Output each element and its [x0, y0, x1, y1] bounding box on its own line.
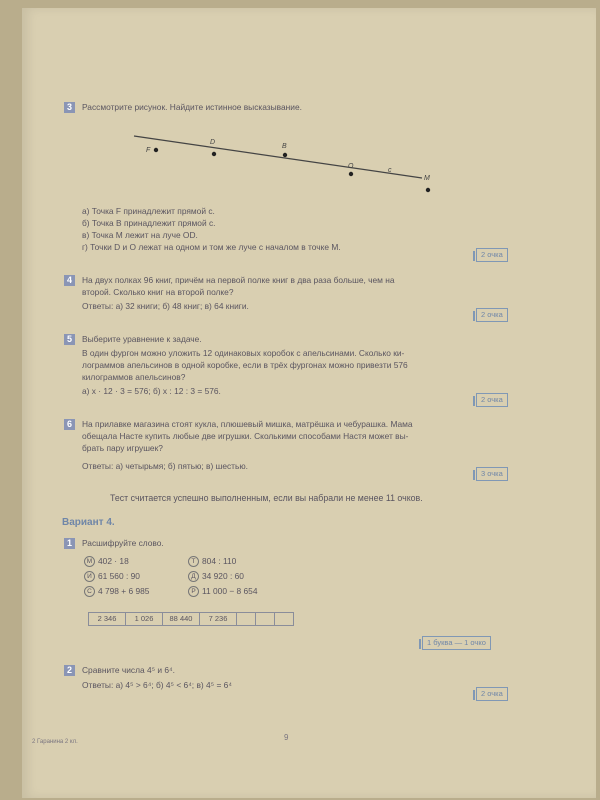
point-F	[154, 148, 158, 152]
task3-option-c: в) Точка M лежит на луче OD.	[82, 230, 198, 240]
task5-line3: килограммов апельсинов?	[82, 372, 186, 382]
task6-number: 6	[64, 419, 75, 430]
task5-line0: Выберите уравнение к задаче.	[82, 334, 202, 344]
task5-score: 2 очка	[476, 393, 508, 407]
task5-number: 5	[64, 334, 75, 345]
task6-line3: брать пару игрушек?	[82, 443, 163, 453]
task6-line2: обещала Насте купить любые две игрушки. Сколькими способами Настя может вы-	[82, 431, 409, 441]
task3-option-b: б) Точка B принадлежит прямой c.	[82, 218, 216, 228]
answer-cell-1: 2 346	[88, 612, 126, 626]
task3-score: 2 очка	[476, 248, 508, 262]
answer-cell-2: 1 026	[125, 612, 163, 626]
task5-line2: лограммов апельсинов в одной коробке, если в трёх фургонах можно привезти 576	[82, 360, 408, 370]
line-c	[134, 136, 422, 178]
task1-score: 1 буква — 1 очко	[422, 636, 491, 650]
task2-answers: Ответы: а) 4⁵ > 6⁴; б) 4⁵ < 6⁴; в) 4⁵ = 6⁴	[82, 680, 232, 690]
task5-line1: В один фургон можно уложить 12 одинаковых коробок с апельсинами. Сколько ки-	[82, 348, 405, 358]
expr-S: 4 798 + 6 985	[98, 586, 150, 596]
expr-I: 61 560 : 90	[98, 571, 140, 581]
answer-cell-4: 7 236	[199, 612, 237, 626]
expr-T: 804 : 110	[202, 556, 237, 566]
task4-score: 2 очка	[476, 308, 508, 322]
task1-item-D	[188, 570, 244, 582]
expr-D: 34 920 : 60	[202, 571, 244, 581]
answer-cell-6	[255, 612, 275, 626]
task3-option-d: г) Точки D и O лежат на одном и том же луче с началом в точке M.	[82, 242, 341, 252]
point-D	[212, 152, 216, 156]
task4-line2: второй. Сколько книг на второй полке?	[82, 287, 234, 297]
expr-M: 402 · 18	[98, 556, 129, 566]
letter-I: И	[84, 571, 95, 582]
label-O: O	[348, 163, 354, 170]
letter-M: М	[84, 556, 95, 567]
task6-line1: На прилавке магазина стоят кукла, плюшевый мишка, матрёшка и чебурашка. Мама	[82, 419, 413, 429]
task3-question: Рассмотрите рисунок. Найдите истинное высказывание.	[82, 102, 302, 112]
task4-answers: Ответы: а) 32 книги; б) 48 книг; в) 64 книги.	[82, 301, 249, 311]
task6-score: 3 очка	[476, 467, 508, 481]
label-c: c	[388, 167, 392, 174]
pass-note: Тест считается успешно выполненным, если вы набрали не менее 11 очков.	[110, 493, 423, 503]
point-O	[349, 172, 353, 176]
label-B: B	[282, 143, 287, 150]
label-F: F	[146, 147, 151, 154]
expr-R: 11 000 − 8 654	[202, 586, 258, 596]
task3-number: 3	[64, 102, 75, 113]
letter-R: Р	[188, 586, 199, 597]
task3-option-a: а) Точка F принадлежит прямой c.	[82, 206, 215, 216]
task1-question: Расшифруйте слово.	[82, 538, 164, 548]
task1-item-I	[84, 570, 140, 582]
task6-answers: Ответы: а) четырьмя; б) пятью; в) шестью.	[82, 461, 248, 471]
answer-cell-3: 88 440	[162, 612, 200, 626]
task3-figure	[122, 128, 462, 198]
point-M	[426, 188, 430, 192]
task1-item-T	[188, 555, 236, 567]
worksheet-page	[22, 8, 596, 798]
answer-cell-7	[274, 612, 294, 626]
letter-T: Т	[188, 556, 199, 567]
task2-question: Сравните числа 4⁵ и 6⁴.	[82, 665, 175, 675]
letter-S: С	[84, 586, 95, 597]
task1-item-S	[84, 585, 149, 597]
label-D: D	[210, 139, 216, 146]
footer-left: 2 Гаранина 2 кл.	[32, 739, 78, 745]
task5-answers: а) x · 12 · 3 = 576; б) x : 12 : 3 = 576.	[82, 386, 221, 396]
task1-item-R	[188, 585, 258, 597]
answer-cell-5	[236, 612, 256, 626]
label-M: M	[424, 175, 430, 182]
task2-number: 2	[64, 665, 75, 676]
variant-heading: Вариант 4.	[62, 517, 115, 528]
task4-line1: На двух полках 96 книг, причём на первой полке книг в два раза больше, чем на	[82, 275, 395, 285]
letter-D: Д	[188, 571, 199, 582]
page-number: 9	[284, 733, 289, 742]
task4-number: 4	[64, 275, 75, 286]
task1-item-M	[84, 555, 129, 567]
point-B	[283, 153, 287, 157]
task2-score: 2 очка	[476, 687, 508, 701]
task1-number: 1	[64, 538, 75, 549]
